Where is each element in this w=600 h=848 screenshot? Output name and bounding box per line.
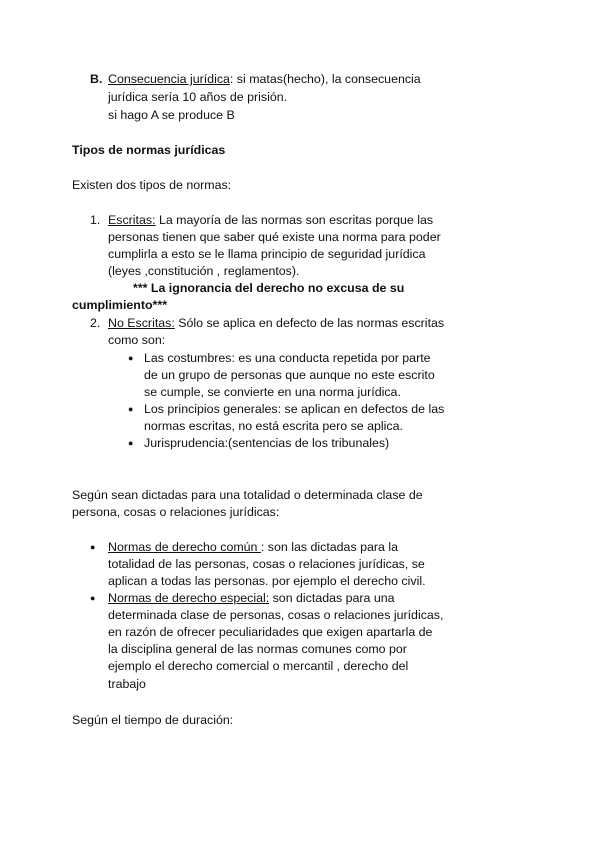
sub-bullet-3-line1: Jurisprudencia:(sentencias de los tribunales) — [144, 436, 390, 450]
bullet-icon: ● — [90, 542, 96, 552]
item1-note-line1: *** La ignorancia del derecho no excusa de su — [133, 281, 405, 295]
intro-text: Existen dos tipos de normas: — [72, 178, 232, 192]
item2-line1-rest: Sólo se aplica en defecto de las normas escritas — [174, 316, 445, 330]
section-b-line3: si hago A se produce B — [108, 108, 235, 122]
especial-line1-rest: son dictadas para una — [269, 591, 395, 605]
sub-bullet-2-line1: Los principios generales: se aplican en defectos de las — [144, 402, 445, 416]
sub-bullet-1-line3: se cumple, se convierte en una norma jurídica. — [144, 385, 401, 399]
especial-line4: la disciplina general de las normas comunes como por — [108, 642, 407, 656]
item1-line1-rest: La mayoría de las normas son escritas porque las — [155, 213, 434, 227]
term-no-escritas: No Escritas: — [108, 316, 175, 330]
term-derecho-especial: Normas de derecho especial: — [108, 591, 270, 605]
section-heading: Tipos de normas jurídicas — [72, 143, 226, 157]
item2-line1 — [108, 315, 444, 332]
term-escritas: Escritas: — [108, 213, 156, 227]
item2-line2: como son: — [108, 333, 166, 347]
item1-line3: cumplirla a esto se le llama principio de seguridad jurídica — [108, 247, 426, 261]
para2-line1: Según sean dictadas para una totalidad o determinada clase de — [72, 488, 423, 502]
bullet-icon: ● — [128, 438, 134, 448]
especial-line5: ejemplo el derecho comercial o mercantil , derecho del — [108, 659, 409, 673]
especial-line3: en razón de ofrecer peculiaridades que exigen apartarla de — [108, 625, 433, 639]
term-derecho-comun: Normas de derecho común — [108, 540, 261, 554]
section-b-line1-rest: : si matas(hecho), la consecuencia — [229, 72, 421, 86]
bullet-icon: ● — [128, 404, 134, 414]
bullet-icon: ● — [90, 593, 96, 603]
especial-line2: determinada clase de personas, cosas o relaciones jurídicas, — [108, 608, 444, 622]
section-b-line1 — [108, 71, 421, 88]
term-consecuencia-juridica: Consecuencia jurídica — [108, 72, 230, 86]
item1-line1 — [108, 212, 433, 229]
bullet-icon: ● — [128, 353, 134, 363]
sub-bullet-1-line1: Las costumbres: es una conducta repetida por parte — [144, 351, 431, 365]
list-marker-2: 2. — [90, 316, 101, 330]
para2-line2: persona, cosas o relaciones jurídicas: — [72, 505, 280, 519]
sub-bullet-2-line2: normas escritas, no está escrita pero se aplica. — [144, 419, 403, 433]
comun-line3: aplican a todas las personas. por ejemplo el derecho civil. — [108, 574, 426, 588]
para3-text: Según el tiempo de duración: — [72, 713, 234, 727]
especial-line6: trabajo — [108, 677, 146, 691]
comun-line1-rest: : son las dictadas para la — [260, 540, 398, 554]
especial-line1 — [108, 590, 395, 607]
comun-line1 — [108, 539, 398, 556]
list-marker-1: 1. — [90, 213, 101, 227]
list-marker-b: B. — [90, 72, 103, 86]
comun-line2: totalidad de las personas, cosas o relaciones jurídicas, se — [108, 557, 425, 571]
item1-note-line2: cumplimiento*** — [72, 298, 168, 312]
sub-bullet-1-line2: de un grupo de personas que aunque no este escrito — [144, 368, 435, 382]
section-b-line2: jurídica sería 10 años de prisión. — [108, 90, 288, 104]
item1-line2: personas tienen que saber qué existe una norma para poder — [108, 230, 441, 244]
item1-line4: (leyes ,constitución , reglamentos). — [108, 264, 300, 278]
